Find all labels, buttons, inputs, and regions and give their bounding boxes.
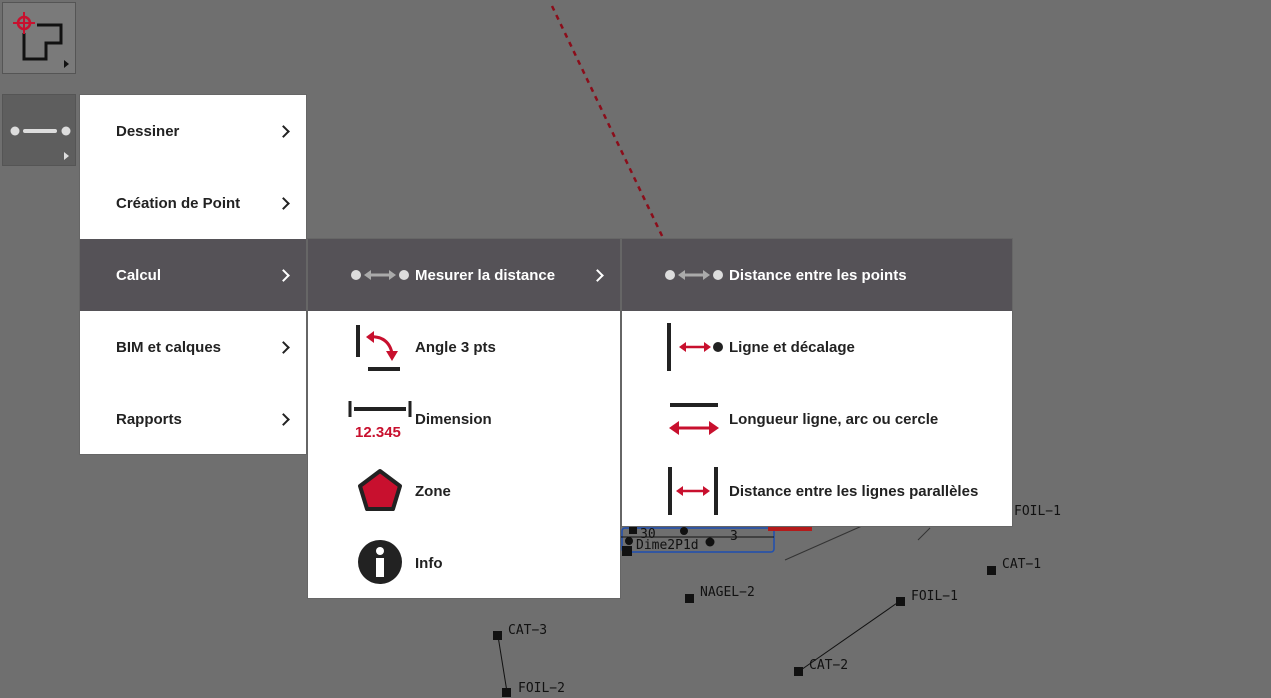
menu-item-label: Distance entre les lignes parallèles <box>729 482 979 500</box>
survey-point <box>493 631 502 640</box>
chevron-right-icon <box>277 197 290 210</box>
info-icon <box>356 538 406 588</box>
menu-item-label: Dimension <box>415 410 492 428</box>
menu-item-distance-paralleles[interactable] <box>622 455 1012 527</box>
menu-item-label: Info <box>415 554 443 572</box>
menu-item-dimension[interactable] <box>308 383 620 455</box>
chevron-right-icon <box>591 269 604 282</box>
calcul-submenu <box>307 238 621 599</box>
menu-item-creation-point[interactable] <box>80 167 306 239</box>
parallel-lines-distance-icon <box>662 465 732 517</box>
menu-item-distance-points[interactable] <box>622 239 1012 311</box>
line-offset-icon <box>662 321 732 373</box>
menu-item-label: Rapports <box>116 410 182 428</box>
menu-item-label: Calcul <box>116 266 162 284</box>
dashed-red-line <box>552 6 664 240</box>
menu-item-label: Zone <box>415 482 451 500</box>
point-label: NAGEL−2 <box>700 585 755 600</box>
chevron-right-icon <box>277 341 290 354</box>
distance-points-icon <box>662 265 732 285</box>
menu-item-label: Angle 3 pts <box>415 338 496 356</box>
polyline-tool-button[interactable] <box>2 2 76 74</box>
cad-point <box>706 538 715 547</box>
menu-item-longueur-ligne[interactable] <box>622 383 1012 455</box>
menu-item-label: Distance entre les points <box>729 266 907 284</box>
menu-item-zone[interactable] <box>308 455 620 527</box>
expand-arrow-icon <box>64 152 69 160</box>
length-line-arc-icon <box>662 393 732 445</box>
menu-item-label: Création de Point <box>116 194 241 212</box>
menu-item-calcul[interactable] <box>80 239 306 311</box>
cad-point <box>622 546 632 556</box>
angle-3pts-icon <box>348 319 404 375</box>
chevron-right-icon <box>277 269 290 282</box>
dimension-icon <box>346 397 416 447</box>
measure-tool-button[interactable] <box>2 94 76 166</box>
chevron-right-icon <box>277 413 290 426</box>
point-label: CAT−1 <box>1002 557 1042 572</box>
menu-item-angle-3pts[interactable] <box>308 311 620 383</box>
survey-point <box>502 688 511 697</box>
cad-point <box>625 537 633 545</box>
main-menu <box>79 94 307 455</box>
distance-submenu <box>621 238 1013 527</box>
menu-item-bim-calques[interactable] <box>80 311 306 383</box>
cad-point <box>629 526 637 534</box>
survey-point <box>685 594 694 603</box>
point-label: 30 <box>640 527 656 542</box>
survey-point <box>896 597 905 606</box>
point-label: FOIL−1 <box>1014 504 1061 519</box>
chevron-right-icon <box>277 125 290 138</box>
menu-item-info[interactable] <box>308 527 620 599</box>
point-label: CAT−2 <box>809 658 849 673</box>
point-label: FOIL−1 <box>911 589 958 604</box>
point-label: CAT−3 <box>508 623 548 638</box>
menu-item-dessiner[interactable] <box>80 95 306 167</box>
menu-item-label: Ligne et décalage <box>729 338 855 356</box>
dimension-icon-text: 12.345 <box>355 424 401 441</box>
menu-item-label: BIM et calques <box>116 338 222 356</box>
menu-item-label: Dessiner <box>116 122 180 140</box>
menu-item-rapports[interactable] <box>80 383 306 455</box>
point-label: Dime2P1d <box>636 538 699 553</box>
menu-item-label: Mesurer la distance <box>415 266 556 284</box>
menu-item-ligne-decalage[interactable] <box>622 311 1012 383</box>
expand-arrow-icon <box>64 60 69 68</box>
menu-item-mesurer-distance[interactable] <box>308 239 620 311</box>
measure-distance-icon <box>348 265 418 285</box>
zone-pentagon-icon <box>356 467 406 517</box>
cad-point <box>680 527 688 535</box>
cad-line <box>918 528 930 540</box>
survey-point <box>987 566 996 575</box>
cad-line <box>498 636 507 692</box>
point-label: 3 <box>730 529 738 544</box>
menu-item-label: Longueur ligne, arc ou cercle <box>729 410 939 428</box>
point-label: FOIL−2 <box>518 681 565 696</box>
survey-point <box>794 667 803 676</box>
